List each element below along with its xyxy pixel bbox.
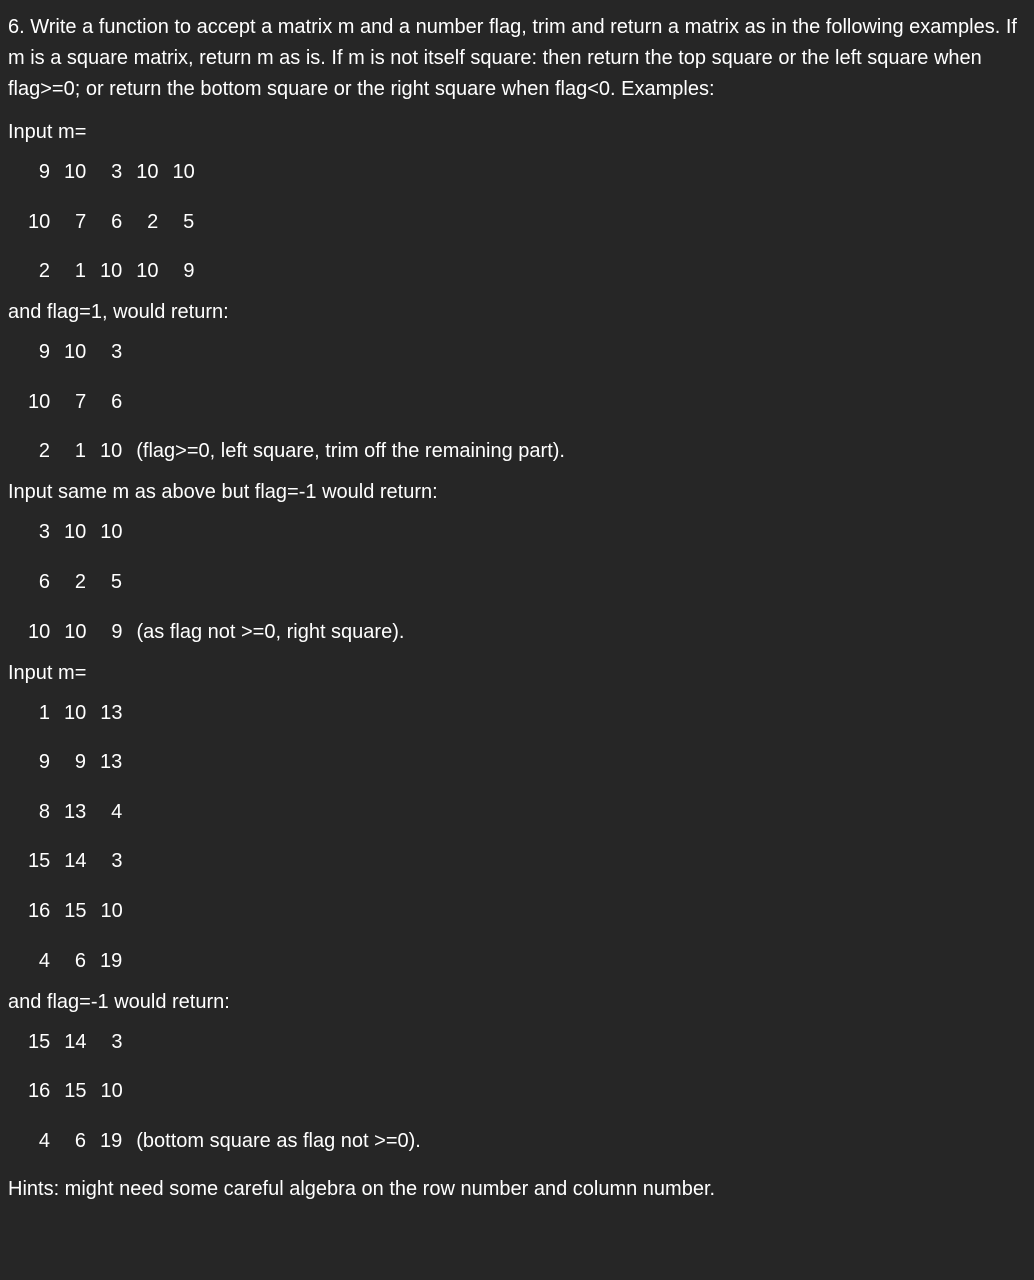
matrix-cell: 4	[111, 800, 123, 823]
flag-positive-label: and flag=1, would return:	[8, 301, 229, 324]
matrix-note: (bottom square as flag not >=0).	[136, 1129, 421, 1152]
matrix-cell: 3	[111, 850, 123, 873]
result-matrix-3	[28, 1027, 1028, 1158]
matrix-cell: 14	[64, 1030, 87, 1053]
matrix-cell: 9	[111, 620, 123, 643]
matrix-cell: 2	[38, 260, 50, 283]
matrix-row	[28, 256, 1028, 288]
matrix-row	[28, 617, 1028, 649]
matrix-cell: 19	[100, 949, 123, 972]
matrix-row	[28, 337, 1028, 369]
matrix-cell: 9	[74, 751, 86, 774]
matrix-row	[28, 436, 1028, 468]
matrix-cell: 3	[111, 341, 123, 364]
matrix-cell: 10	[100, 521, 123, 544]
matrix-cell: 1	[74, 440, 86, 463]
matrix-cell: 2	[38, 440, 50, 463]
input-matrix-2	[28, 698, 1028, 978]
matrix-row	[28, 387, 1028, 419]
matrix-cell: 6	[111, 210, 123, 233]
matrix-cell: 9	[38, 751, 50, 774]
matrix-cell: 1	[74, 260, 86, 283]
matrix-cell: 9	[183, 260, 195, 283]
matrix-cell: 13	[64, 800, 87, 823]
matrix-cell: 10	[100, 1080, 123, 1103]
matrix-cell: 4	[38, 949, 50, 972]
matrix-cell: 14	[64, 850, 87, 873]
matrix-cell: 6	[74, 949, 86, 972]
matrix-row	[28, 157, 1028, 189]
matrix-cell: 6	[74, 1129, 86, 1152]
matrix-cell: 4	[38, 1129, 50, 1152]
matrix-cell: 9	[38, 161, 50, 183]
question-intro: 6. Write a function to accept a matrix m and a number flag, trim and return a matrix as in the following examples. If m is a square matrix, return m as is. If m is not itself square: then return the top square or the left square when flag>=0; or return the bottom square or the right square when flag<0. Examples:	[8, 16, 1017, 100]
matrix-row	[28, 1027, 1028, 1059]
input-label-1: Input m=	[8, 121, 87, 143]
matrix-cell: 7	[75, 210, 87, 233]
input-label-2: Input m=	[8, 661, 87, 684]
matrix-cell: 3	[38, 521, 50, 544]
matrix-cell: 8	[38, 800, 50, 823]
matrix-cell: 10	[100, 260, 123, 283]
matrix-cell: 16	[28, 1080, 51, 1103]
matrix-cell: 10	[64, 620, 87, 643]
matrix-row	[28, 896, 1028, 928]
matrix-cell: 3	[111, 1030, 123, 1053]
flag-negative-label-2: and flag=-1 would return:	[8, 990, 230, 1013]
matrix-note: (flag>=0, left square, trim off the remaining part).	[136, 440, 565, 463]
matrix-row	[28, 1126, 1028, 1158]
matrix-row	[28, 517, 1028, 549]
matrix-cell: 15	[28, 1030, 51, 1053]
matrix-cell: 13	[100, 701, 123, 724]
matrix-row	[28, 1076, 1028, 1108]
matrix-row	[28, 207, 1028, 239]
matrix-note: (as flag not >=0, right square).	[136, 620, 405, 643]
matrix-cell: 10	[64, 341, 87, 364]
matrix-row	[28, 698, 1028, 730]
result-matrix-1	[28, 337, 1028, 468]
matrix-cell: 6	[38, 570, 50, 593]
matrix-cell: 2	[74, 570, 86, 593]
matrix-cell: 10	[64, 701, 87, 724]
matrix-row	[28, 797, 1028, 829]
matrix-cell: 15	[64, 899, 87, 922]
matrix-cell: 10	[28, 620, 51, 643]
matrix-cell: 10	[28, 390, 51, 413]
result-matrix-2	[28, 517, 1028, 648]
hints-text: Hints: might need some careful algebra on the row number and column number.	[8, 1177, 716, 1200]
matrix-row	[28, 946, 1028, 978]
matrix-cell: 10	[64, 521, 87, 544]
matrix-cell: 10	[64, 161, 87, 183]
flag-negative-label: Input same m as above but flag=-1 would return:	[8, 481, 438, 504]
matrix-cell: 6	[111, 390, 123, 413]
matrix-cell: 10	[100, 899, 123, 922]
input-matrix-1	[28, 157, 1028, 288]
matrix-cell: 10	[172, 161, 195, 183]
matrix-cell: 2	[147, 210, 159, 233]
matrix-cell: 3	[111, 161, 123, 183]
matrix-cell: 15	[64, 1080, 87, 1103]
matrix-cell: 10	[136, 161, 159, 183]
matrix-cell: 19	[100, 1129, 123, 1152]
matrix-row	[28, 567, 1028, 599]
matrix-cell: 13	[100, 751, 123, 774]
matrix-row	[28, 747, 1028, 779]
matrix-cell: 15	[28, 850, 51, 873]
matrix-cell: 10	[136, 260, 159, 283]
matrix-cell: 10	[100, 440, 123, 463]
matrix-cell: 7	[75, 390, 87, 413]
matrix-cell: 5	[110, 570, 122, 593]
matrix-row	[28, 846, 1028, 878]
matrix-cell: 10	[28, 210, 51, 233]
matrix-cell: 1	[38, 701, 50, 724]
matrix-cell: 5	[183, 210, 195, 233]
question-document	[8, 12, 1028, 1205]
matrix-cell: 16	[28, 899, 51, 922]
matrix-cell: 9	[38, 341, 50, 364]
